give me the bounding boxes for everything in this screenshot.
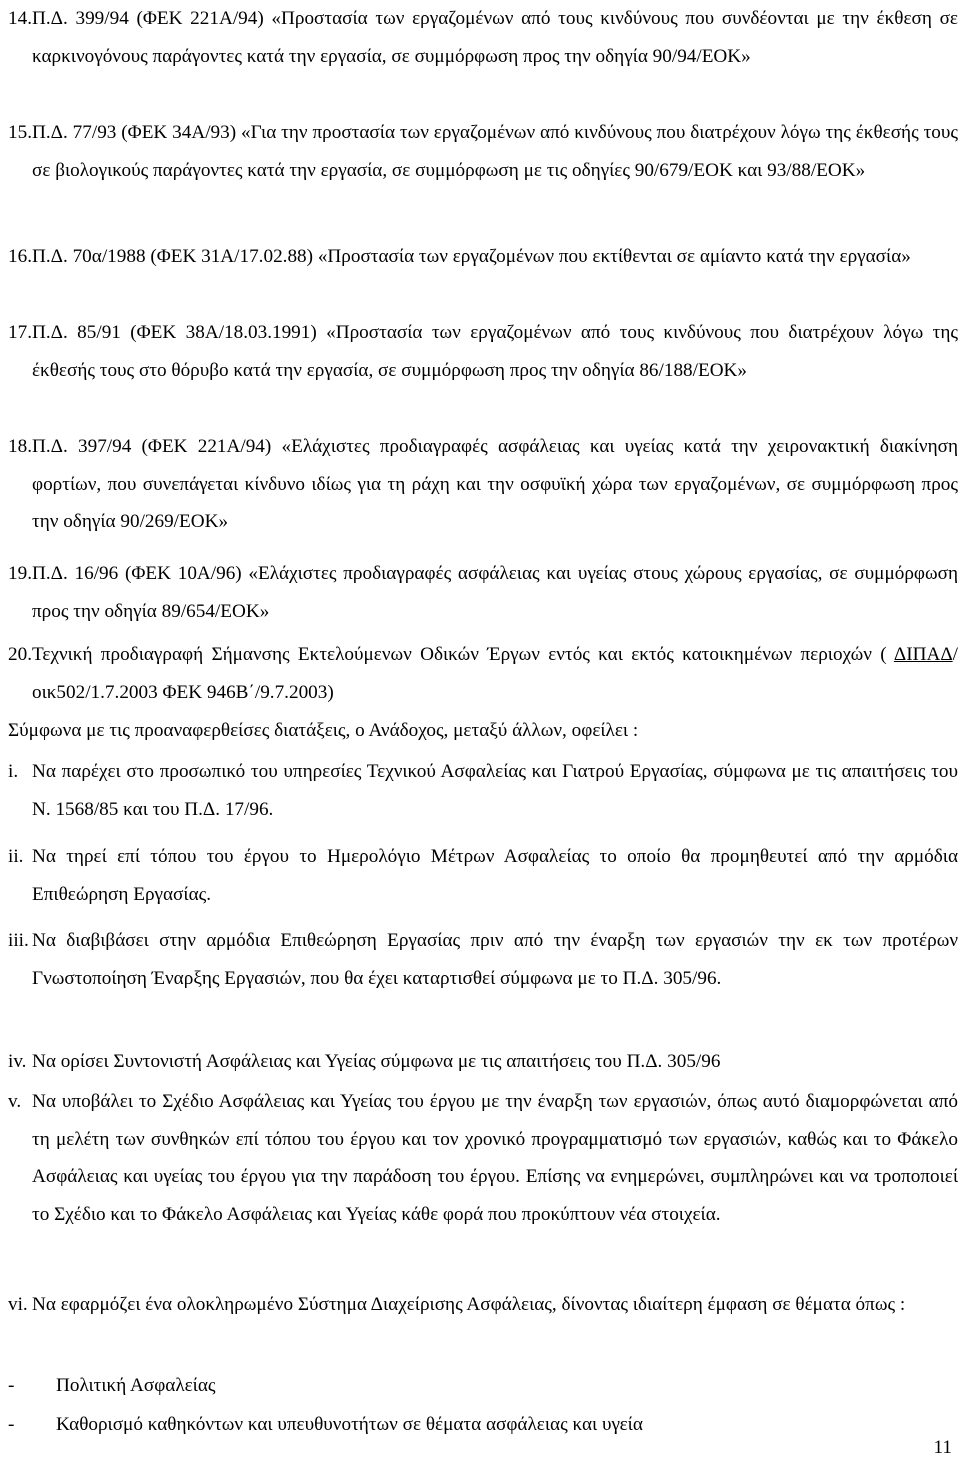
obligation-item	[8, 1043, 958, 1081]
item-number: 20.	[8, 644, 32, 665]
item-text: Π.Δ. 70α/1988 (ΦΕΚ 31Α/17.02.88) «Προστασία των εργαζομένων που εκτίθενται σε αμίαντο κατά την εργασία»	[32, 246, 911, 267]
item-number: 18.	[8, 436, 32, 457]
topic-text: Καθορισμό καθηκόντων και υπευθυνοτήτων σε θέματα ασφάλειας και υγεία	[56, 1414, 643, 1435]
item-number: 17.	[8, 322, 32, 343]
obligation-item	[8, 838, 958, 913]
obligation-text: Να εφαρμόζει ένα ολοκληρωμένο Σύστημα Διαχείρισης Ασφάλειας, δίνοντας ιδιαίτερη έμφαση σε θέματα όπως :	[32, 1294, 906, 1315]
obligation-text: Να παρέχει στο προσωπικό του υπηρεσίες Τεχνικού Ασφαλείας και Γιατρού Εργασίας, σύμφωνα με τις απαιτήσεις του Ν. 1568/85 και του Π.Δ. 17/96.	[32, 761, 958, 820]
obligation-item	[8, 1083, 958, 1233]
item-number: 14.	[8, 8, 32, 29]
obligation-text: Να τηρεί επί τόπου του έργου το Ημερολόγιο Μέτρων Ασφαλείας το οποίο θα προμηθευτεί από την αρμόδια Επιθεώρηση Εργασίας.	[32, 846, 958, 905]
obligation-number: i.	[8, 761, 19, 782]
topic-item	[8, 1367, 958, 1405]
item-text-underlined: ΔΙΠΑΔ	[893, 644, 953, 665]
topic-text: Πολιτική Ασφαλείας	[56, 1375, 216, 1396]
obligation-item	[8, 1286, 958, 1324]
item-text: Π.Δ. 85/91 (ΦΕΚ 38Α/18.03.1991) «Προστασία των εργαζομένων από τους κινδύνους που διατρέχουν λόγω της έκθεσής τους στο θόρυβο κατά την εργασία, σε συμμόρφωση προς την οδηγία 86/188/ΕΟΚ»	[32, 322, 958, 381]
list-item	[8, 114, 958, 189]
item-number: 16.	[8, 246, 32, 267]
item-number: 19.	[8, 563, 32, 584]
item-text: Π.Δ. 397/94 (ΦΕΚ 221Α/94) «Ελάχιστες προδιαγραφές ασφάλειας και υγείας κατά την χειρονακτική διακίνηση φορτίων, που συνεπάγεται κίνδυνο ιδίως για τη ράχη και την οσφυϊκή χώρα των εργαζομένων, σε συμμόρφωση προς την οδηγία 90/269/ΕΟΚ»	[32, 436, 958, 532]
list-item	[8, 636, 958, 711]
item-text: Π.Δ. 16/96 (ΦΕΚ 10Α/96) «Ελάχιστες προδιαγραφές ασφάλειας και υγείας στους χώρους εργασίας, σε συμμόρφωση προς την οδηγία 89/654/ΕΟΚ»	[32, 563, 958, 622]
item-text: Π.Δ. 77/93 (ΦΕΚ 34Α/93) «Για την προστασία των εργαζομένων από κινδύνους που διατρέχουν λόγω της έκθεσής τους σε βιολογικούς παράγοντες κατά την εργασία, σε συμμόρφωση με τις οδηγίες 90/679/ΕΟΚ και 93/88/ΕΟΚ»	[32, 122, 958, 181]
obligation-number: iii.	[8, 930, 29, 951]
obligation-item	[8, 922, 958, 997]
list-item	[8, 428, 958, 541]
topic-item	[8, 1406, 958, 1444]
item-text: Π.Δ. 399/94 (ΦΕΚ 221Α/94) «Προστασία των εργαζομένων από τους κινδύνους που συνδέονται με την έκθεση σε καρκινογόνους παράγοντες κατά την εργασία, σε συμμόρφωση προς την οδηγία 90/94/ΕΟΚ»	[32, 8, 958, 67]
intro-paragraph: Σύμφωνα με τις προαναφερθείσες διατάξεις, ο Ανάδοχος, μεταξύ άλλων, οφείλει :	[8, 720, 639, 741]
item-text-before: Τεχνική προδιαγραφή Σήμανσης Εκτελούμενων Οδικών Έργων εντός και εκτός κατοικημένων περιοχών (	[32, 644, 894, 665]
list-item	[8, 238, 958, 276]
item-number: 15.	[8, 122, 32, 143]
list-item	[8, 0, 958, 75]
obligation-number: v.	[8, 1091, 22, 1112]
obligation-item	[8, 753, 958, 828]
obligation-text: Να ορίσει Συντονιστή Ασφάλειας και Υγείας σύμφωνα με τις απαιτήσεις του Π.Δ. 305/96	[32, 1051, 721, 1072]
item-text	[8, 636, 958, 711]
obligation-number: vi.	[8, 1294, 28, 1315]
list-item	[8, 314, 958, 389]
obligation-text: Να υποβάλει το Σχέδιο Ασφάλειας και Υγείας του έργου με την έναρξη των εργασιών, όπως αυτό διαμορφώνεται από τη μελέτη των συνθηκών επί τόπου του έργου και τον χρονικό προγραμματισμό των εργασιών, καθώς και το Φάκελο Ασφάλειας και υγείας του έργου για την παράδοση του έργου. Επίσης να ενημερώνει, συμπληρώνει και να τροποποιεί το Σχέδιο και το Φάκελο Ασφάλειας και Υγείας κάθε φορά που προκύπτουν νέα στοιχεία.	[32, 1091, 958, 1225]
topic-dash: -	[8, 1375, 15, 1396]
obligation-number: ii.	[8, 846, 24, 867]
topic-dash: -	[8, 1414, 15, 1435]
page-number: 11	[933, 1437, 952, 1458]
obligation-text: Να διαβιβάσει στην αρμόδια Επιθεώρηση Εργασίας πριν από την έναρξη των εργασιών την εκ των προτέρων Γνωστοποίηση Έναρξης Εργασιών, που θα έχει καταρτισθεί σύμφωνα με το Π.Δ. 305/96.	[32, 930, 958, 989]
item-text-after: /οικ502/1.7.2003 ΦΕΚ 946Β΄/9.7.2003)	[32, 644, 958, 703]
obligation-number: iv.	[8, 1051, 27, 1072]
list-item	[8, 555, 958, 630]
